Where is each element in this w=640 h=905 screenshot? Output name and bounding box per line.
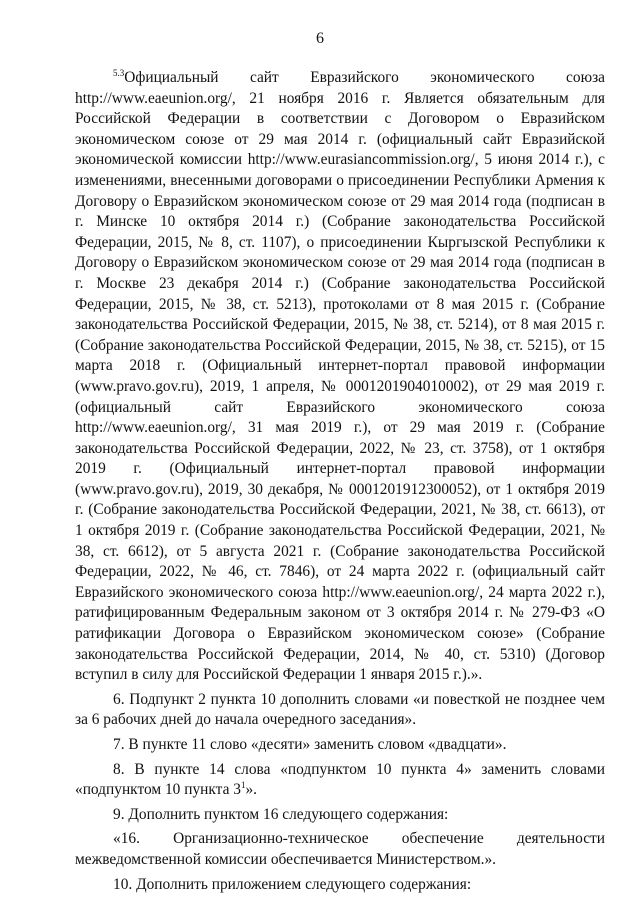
page-number: 6 [316, 30, 324, 47]
item-10-paragraph: 10. Дополнить приложением следующего содержания: [113, 875, 472, 893]
item-6-paragraph: 6. Подпункт 2 пункта 10 дополнить словами «и повесткой не позднее чем за 6 рабочих дней до начала очередного заседания». [75, 690, 605, 729]
item-9-paragraph: 9. Дополнить пунктом 16 следующего содержания: [113, 805, 449, 823]
item-8-paragraph [75, 760, 605, 801]
item-7-paragraph: 7. В пункте 11 слово «десяти» заменить словом «двадцати». [113, 736, 507, 753]
footnote-5-3-text: Официальный сайт Евразийского экономического союза http://www.eaeunion.org/, 21 ноября 2016 г. Является обязательным для Российской Федерации в соответствии с Договором о Евразийском экономическом союзе от 29 мая 2014 г. (официальный сайт Евразийской экономической комиссии http://www.eurasiancommission.org/, 5 июня 2014 г.), с изменениями, внесенными договорами о присоединении Республики Армения к Договору о Евразийском экономическом союзе от 29 мая 2014 года (подписан в г. Минске 10 октября 2014 г.) (Собрание законодательства Российской Федерации, 2015, № 8, ст. 1107), о присоединении Кыргызской Республики к Договору о Евразийском экономическом союзе от 29 мая 2014 года (подписан в г. Москве 23 декабря 2014 г.) (Собрание законодательства Российской Федерации, 2015, № 38, ст. 5213), протоколами от 8 мая 2015 г. (Собрание законодательства Российской Федерации, 2015, № 38, ст. 5214), от 8 мая 2015 г. (Собрание законодательства Российской Федерации, 2015, № 38, ст. 5215), от 15 марта 2018 г. (Официальный интернет-портал правовой информации (www.pravo.gov.ru), 2019, 1 апреля, № 0001201904010002), от 29 мая 2019 г. (официальный сайт Евразийского экономического союза http://www.eaeunion.org/, 31 мая 2019 г.), от 29 мая 2019 г. (Собрание законодательства Российской Федерации, 2022, № 23, ст. 3758), от 1 октября 2019 г. (Официальный интернет-портал правовой информации (www.pravo.gov.ru), 2019, 30 декабря, № 0001201912300052), от 1 октября 2019 г. (Собрание законодательства Российской Федерации, 2021, № 38, ст. 6613), от 1 октября 2019 г. (Собрание законодательства Российской Федерации, 2021, № 38, ст. 6612), от 5 августа 2021 г. (Собрание законодательства Российской Федерации, 2022, № 46, ст. 7846), от 24 марта 2022 г. (официальный сайт Евразийского экономического союза http://www.eaeunion.org/, 24 марта 2022 г.), ратифицированным Федеральным законом от 3 октября 2014 г. № 279-ФЗ «О ратификации Договора о Евразийском экономическом союзе» (Собрание законодательства Российской Федерации, 2014, № 40, ст. 5310) (Договор вступил в силу для Российской Федерации 1 января 2015 г.).». [75, 69, 605, 684]
document-body [75, 68, 605, 895]
item-8-tail: ». [245, 781, 257, 799]
item-8-superscript: 1 [240, 780, 246, 791]
footnote-5-3-paragraph [75, 68, 605, 686]
quoted-item-16-paragraph: «16. Организационно-техническое обеспечение деятельности межведомственной комиссии обеспечивается Министерством.». [75, 830, 605, 868]
footnote-marker: 5.3 [113, 68, 125, 78]
item-8-text: 8. В пункте 14 слова «подпунктом 10 пункта 4» заменить словами «подпунктом 10 пункта 3 [75, 760, 605, 799]
